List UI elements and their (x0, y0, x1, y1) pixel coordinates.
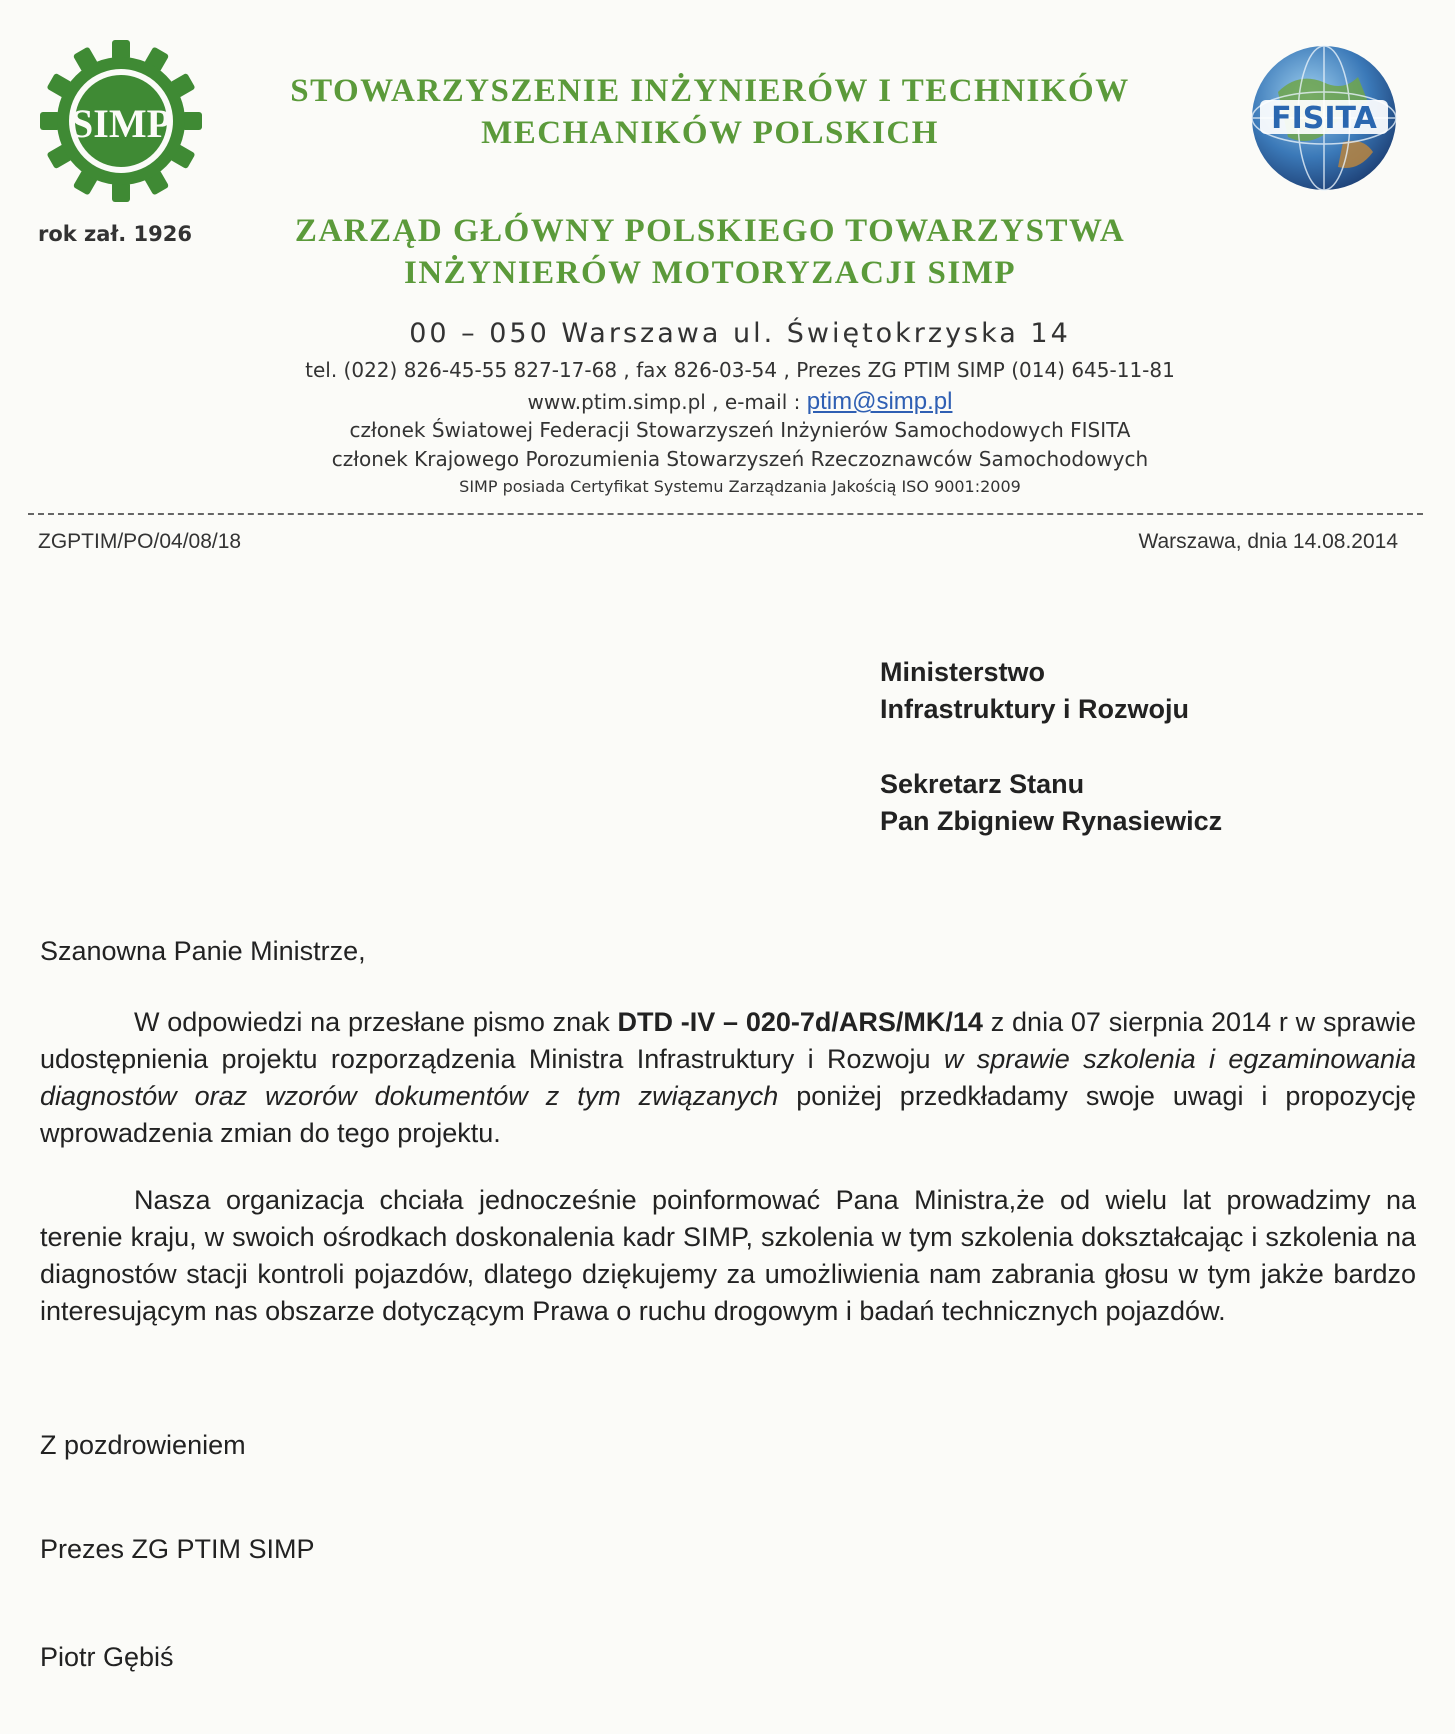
svg-text:FISITA: FISITA (1271, 101, 1377, 136)
salutation: Szanowna Panie Ministrze, (40, 936, 366, 966)
recipient-line3: Sekretarz Stanu (880, 769, 1085, 799)
fisita-globe-logo-icon (1248, 42, 1400, 194)
signatory-title: Prezes ZG PTIM SIMP (40, 1534, 315, 1564)
closing-greeting: Z pozdrowieniem (40, 1430, 246, 1460)
organization-name (240, 70, 1180, 154)
paragraph-1 (40, 1004, 1416, 1152)
email-prefix: , e-mail : (705, 390, 807, 414)
reference-number: ZGPTIM/PO/04/08/18 (38, 530, 242, 553)
paragraph-1-c: poniżej przedkładamy swoje uwagi i propozycję wprowadzenia zmian do tego projektu. (40, 1081, 1416, 1148)
paragraph-2: Nasza organizacja chciała jednocześnie poinformować Pana Ministra,że od wielu lat prowadzimy na terenie kraju, w swoich ośrodkach doskonalenia kadr SIMP, szkolenia w tym szkolenia dokształcając i szkolenia na diagnostów stacji kontroli pojazdów, dlatego dziękujemy za umożliwienia nam zabrania głosu w tym jakże bardzo interesującym nas obszarze dotyczącym Prawa o ruchu drogowym i badań technicznych pojazdów. (40, 1185, 1416, 1326)
header-divider (28, 513, 1423, 515)
membership-fisita: członek Światowej Federacji Stowarzyszeń Inżynierów Samochodowych FISITA (349, 418, 1131, 442)
web-contact (200, 388, 1280, 416)
founded-year: rok zał. 1926 (38, 222, 192, 246)
board-name-line1: ZARZĄD GŁÓWNY POLSKIEGO TOWARZYSTWA (294, 213, 1126, 249)
recipient-line2: Infrastruktury i Rozwoju (880, 694, 1190, 724)
recipient-line4: Pan Zbigniew Rynasiewicz (880, 806, 1223, 836)
iso-certificate: SIMP posiada Certyfikat Systemu Zarządzania Jakością ISO 9001:2009 (459, 477, 1021, 496)
organization-name-line2: MECHANIKÓW POLSKICH (481, 115, 939, 151)
simp-gear-logo-icon (38, 38, 204, 204)
phone-numbers: tel. (022) 826-45-55 827-17-68 , fax 826-03-54 , Prezes ZG PTIM SIMP (014) 645-11-81 (305, 358, 1175, 382)
reference-code: DTD -IV – 020-7d/ARS/MK/14 (617, 1007, 983, 1037)
svg-text:SIMP: SIMP (71, 101, 171, 146)
membership-krajowe: członek Krajowego Porozumienia Stowarzyszeń Rzeczoznawców Samochodowych (331, 447, 1149, 471)
board-name-line2: INŻYNIERÓW MOTORYZACJI SIMP (403, 255, 1017, 291)
signatory-name: Piotr Gębiś (40, 1642, 174, 1672)
paragraph-1-b: z dnia 07 sierpnia 2014 r w sprawie udostępnienia projektu rozporządzenia Ministra Infrastruktury i Rozwoju (40, 1007, 1417, 1074)
paragraph-1-a: W odpowiedzi na przesłane pismo znak (134, 1007, 618, 1037)
recipient-person (880, 766, 1222, 840)
regulation-title: w sprawie szkolenia i egzaminowania diagnostów oraz wzorów dokumentów z tym związanych (40, 1044, 1416, 1111)
email-link[interactable]: ptim@simp.pl (806, 388, 953, 415)
recipient-line1: Ministerstwo (880, 657, 1046, 687)
recipient-institution (880, 654, 1189, 728)
place-date: Warszawa, dnia 14.08.2014 (1138, 530, 1398, 553)
address: 00 – 050 Warszawa ul. Świętokrzyska 14 (409, 318, 1071, 349)
board-name (240, 210, 1180, 294)
organization-name-line1: STOWARZYSZENIE INŻYNIERÓW I TECHNIKÓW (290, 73, 1130, 109)
website-link[interactable]: www.ptim.simp.pl (527, 390, 706, 414)
